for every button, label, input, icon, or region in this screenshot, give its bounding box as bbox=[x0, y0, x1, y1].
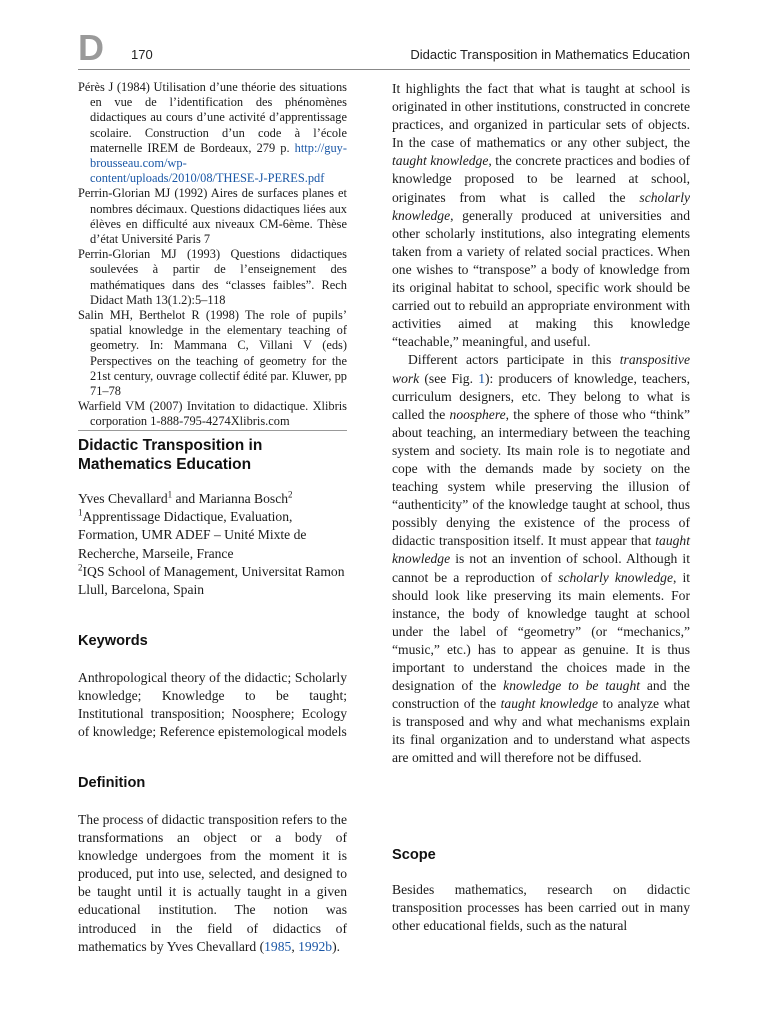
italic-term: taught knowledge bbox=[392, 533, 690, 567]
text-run: , the sphere of those who “think” about teaching, an intermediary between the teaching system and society. Its main role is to negotiate and cope with the demands made by society on the teaching system while preserving the illusion of “authenticity” of the knowledge taught at school, thus possibly denying the existence of the process of didactic transposition itself. It must appear that bbox=[392, 406, 690, 549]
author-conjunction: and bbox=[172, 491, 199, 506]
italic-term: scholarly knowledge bbox=[558, 569, 673, 585]
italic-term: knowledge to be taught bbox=[503, 678, 641, 694]
header-rule bbox=[78, 69, 690, 70]
citation-separator: , bbox=[291, 938, 299, 954]
figure-link[interactable]: 1 bbox=[478, 370, 485, 386]
definition-body: The process of didactic transposition refers to the transformations an object or a body of knowledge undergoes from the moment it is produced, put into use, selected, and designed to be taught until it is actually taught in a given educational institution. The notion was introduced in the field of didactics of mathematics by Yves Chevallard ( bbox=[78, 812, 347, 954]
citation-link[interactable]: 1992b bbox=[298, 938, 333, 954]
italic-term: taught knowledge bbox=[392, 153, 489, 169]
author-superscript: 1 bbox=[167, 489, 173, 500]
affiliation bbox=[78, 563, 347, 599]
italic-term: transpositive work bbox=[392, 352, 690, 386]
text-run: and the construction of the bbox=[392, 678, 690, 712]
entry-divider bbox=[78, 430, 347, 431]
keywords-text: Anthropological theory of the didactic; Scholarly knowledge; Knowledge to be taught; Institutional transposition; Noosphere; Ecology of knowledge; Reference epistemological models bbox=[78, 670, 347, 740]
author-block bbox=[78, 490, 347, 599]
author-name: Yves Chevallard bbox=[78, 491, 168, 506]
author-name: Marianna Bosch bbox=[198, 491, 289, 506]
references-list bbox=[78, 80, 347, 430]
text-run: , the concrete practices and bodies of knowledge proposed to be learned at school, originates from what is called the bbox=[392, 153, 690, 205]
citation-link[interactable]: 1985 bbox=[264, 938, 292, 954]
affiliation-superscript: 2 bbox=[78, 562, 83, 573]
text-run: is not an invention of school. Although it cannot be a reproduction of bbox=[392, 551, 690, 585]
author-line bbox=[78, 490, 347, 508]
text-run: , generally produced at universities and other scholarly institutions, also integrating elements taken from a variety of related social practices. When one wishes to “transpose” a body of knowledge from its original habitat to school, specific work should be carried out to rebuild an appropriate environment with activities aimed at making this knowledge “teachable,” meaningful, and useful. bbox=[392, 207, 690, 350]
text-run: to analyze what is transposed and why and what mechanisms explain its final organization and to understand what aspects are omitted and will therefore not be diffused. bbox=[392, 696, 690, 766]
text-run: , it should look like preserving its main elements. For instance, the body of knowledge taught at school under the label of “geometry” (or “mechanics,” “music,” etc.) has to appear as genuine. It is thus important to understand the choices made in the designation of the bbox=[392, 569, 690, 694]
reference-item: Warfield VM (2007) Invitation to didactique. Xlibris corporation 1-888-795-4274Xlibris.com bbox=[78, 399, 347, 429]
reference-item bbox=[78, 80, 347, 186]
affiliation bbox=[78, 508, 347, 563]
affiliation-superscript: 1 bbox=[78, 507, 83, 518]
entry-title: Didactic Transposition in Mathematics Education bbox=[78, 437, 263, 473]
running-title: Didactic Transposition in Mathematics Education bbox=[410, 47, 690, 62]
text-run: (see Fig. bbox=[419, 370, 479, 386]
author-superscript: 2 bbox=[288, 489, 293, 500]
definition-text bbox=[78, 811, 347, 956]
italic-term: taught knowledge bbox=[500, 696, 598, 712]
section-letter: D bbox=[78, 27, 104, 68]
reference-text: Pérès J (1984) Utilisation d’une théorie des situations en vue de l’identification des phénomènes didactiques au cours d’une activité d’apprentissage scolaire. Construction d’un code à l’école maternelle IREM de Bordeaux, 279 p. bbox=[78, 80, 347, 155]
reference-item: Salin MH, Berthelot R (1998) The role of pupils’ spatial knowledge in the elementary teaching of geometry. In: Mammana C, Villani V (eds) Perspectives on the teaching of geometry for the 21st century, ouvrage collectif édité par. Kluwer, pp 71–78 bbox=[78, 308, 347, 399]
body-paragraph bbox=[392, 351, 690, 767]
text-run: ): producers of knowledge, teachers, curriculum designers, etc. They belong to what is called the bbox=[392, 370, 690, 422]
scope-heading: Scope bbox=[392, 847, 436, 863]
definition-heading: Definition bbox=[78, 775, 146, 791]
affiliation-text: Apprentissage Didactique, Evaluation, Formation, UMR ADEF – Unité Mixte de Recherche, Marseile, France bbox=[78, 509, 307, 561]
definition-end: ). bbox=[332, 938, 341, 954]
italic-term: scholarly knowledge bbox=[392, 189, 690, 223]
reference-item: Perrin-Glorian MJ (1993) Questions didactiques soulevées à partir de l’enseignement des mathématiques dans des “classes faibles”. Rech Didact Math 13(1.2):5–118 bbox=[78, 247, 347, 307]
affiliation-text: IQS School of Management, Universitat Ramon Llull, Barcelona, Spain bbox=[78, 563, 345, 598]
text-run: Different actors participate in this bbox=[408, 352, 620, 368]
reference-link[interactable]: http://guy-brousseau.com/wp-content/uploads/2010/08/THESE-J-PERES.pdf bbox=[90, 140, 347, 186]
scope-text: Besides mathematics, research on didactic transposition processes has been carried out in many other educational fields, such as the natural bbox=[392, 882, 690, 934]
keywords-heading: Keywords bbox=[78, 633, 148, 649]
italic-term: noosphere bbox=[449, 406, 506, 422]
right-column bbox=[392, 80, 690, 768]
page-number: 170 bbox=[131, 47, 153, 62]
text-run: It highlights the fact that what is taught at school is originated in other institutions, constructed in concrete practices, and organized in particular sets of objects. In the case of mathematics or any other subject, the bbox=[392, 81, 690, 151]
reference-item: Perrin-Glorian MJ (1992) Aires de surfaces planes et nombres décimaux. Questions didactiques liées aux élèves en difficulté aux niveaux CM-6ème. Thèse d’état Université Paris 7 bbox=[78, 186, 347, 247]
body-paragraph bbox=[392, 80, 690, 351]
